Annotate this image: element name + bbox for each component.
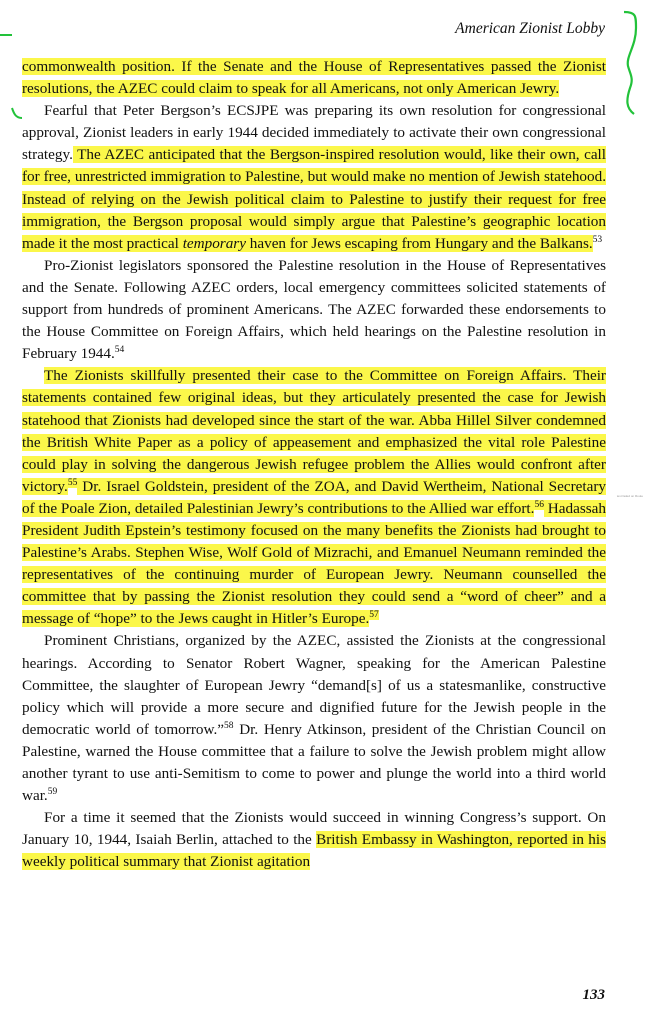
paragraph bbox=[22, 100, 606, 255]
footnote-ref: 58 bbox=[224, 720, 234, 731]
running-header: American Zionist Lobby bbox=[455, 20, 605, 37]
highlighted-text: commonwealth position. If the Senate and the House of Representatives passed the Zionist resolutions, the AZEC could claim to speak for all Americans, not only American Jewry. bbox=[22, 58, 606, 98]
text-run: Fearful that Peter Bergson’s ECSJPE was preparing its own resolution for congressional approval, Zionist leaders in early 1944 decided immediately to activate their own congressional strategy. bbox=[22, 102, 606, 164]
paragraph bbox=[22, 255, 606, 365]
footnote-ref: 56 bbox=[534, 499, 544, 510]
margin-bracket-annotation bbox=[620, 8, 640, 118]
footnote-ref: 57 bbox=[369, 610, 379, 621]
paragraph bbox=[22, 807, 606, 873]
highlighted-text: The Zionists skillfully presented their case to the Committee on Foreign Affairs. Their statements contained few original ideas, but they articulately presented the case for Jewish statehood that Zionists had developed since the start of the war. Abba Hillel Silver condemned the British White Paper as a policy of appeasement and emphasized the vital role Palestine could play in solving the dangerous Jewish refugee problem the Allies would confront after victory. bbox=[22, 367, 606, 495]
page-number: 133 bbox=[582, 987, 605, 1003]
footnote-ref: 55 bbox=[67, 477, 78, 488]
text-run: Prominent Christians, organized by the AZEC, assisted the Zionists at the congressional hearings. According to Senator Robert Wagner, speaking for the American Palestine Committee, the slaughter of European Jewry “demand[s] of us a statesmanlike, constructive policy which will provide a more secure and dignified future for the Jewish people in the democratic world of tomorrow.” bbox=[22, 632, 606, 738]
body-text bbox=[22, 56, 606, 873]
footnote-ref: 54 bbox=[114, 345, 125, 356]
highlighted-text: The AZEC anticipated that the Bergson-inspired resolution would, like their own, call for free, unrestricted immigration to Palestine, but would make no mention of Jewish statehood. Instead of relying on the Jewish political claim to Palestine to justify their request for free immigration, the Bergson proposal would simply argue that Palestine’s geographic location made it the most practical bbox=[22, 146, 606, 252]
highlighted-text: temporary bbox=[182, 234, 246, 252]
margin-note: text faded on Route bbox=[616, 494, 643, 498]
highlighted-text: British Embassy in Washington, reported in his weekly political summary that Zionist agitation bbox=[22, 831, 606, 871]
paragraph bbox=[22, 365, 606, 630]
highlighted-text: Hadassah President Judith Epstein’s testimony focused on the many benefits the Zionists had brought to Palestine’s Arabs. Stephen Wise, Wolf Gold of Mizrachi, and Emanuel Neumann reminded the representatives of the continuing murder of European Jewry. Neumann counselled the committee that by passing the Zionist resolution they could send a “word of cheer” and a message of “hope” to the Jews caught in Hitler’s Europe. bbox=[22, 499, 607, 628]
highlighted-text: Dr. Israel Goldstein, president of the ZOA, and David Wertheim, National Secretary of the Poale Zion, detailed Palestinian Jewry’s contributions to the Allied war effort. bbox=[22, 477, 606, 517]
text-run: Pro-Zionist legislators sponsored the Palestine resolution in the House of Representatives and the Senate. Following AZEC orders, local emergency committees solicited statements of support from hundreds of prominent Americans. The AZEC forwarded these endorsements to the House Committee on Foreign Affairs, which held hearings on the Palestine resolution in February 1944. bbox=[22, 256, 606, 363]
paragraph bbox=[22, 56, 606, 100]
highlighted-text: haven for Jews escaping from Hungary and the Balkans. bbox=[245, 234, 593, 252]
text-run: Dr. Henry Atkinson, president of the Christian Council on Palestine, warned the House committee that a failure to solve the Jewish problem might allow another tyrant to use anti-Semitism to come to power and plunge the world into a third world war. bbox=[22, 720, 606, 805]
text-run: For a time it seemed that the Zionists would succeed in winning Congress’s support. On January 10, 1944, Isaiah Berlin, attached to the bbox=[22, 809, 606, 849]
footnote-ref: 53 bbox=[592, 234, 603, 245]
paragraph bbox=[22, 630, 606, 807]
footnote-ref: 59 bbox=[47, 787, 58, 798]
margin-annotation-left bbox=[0, 30, 16, 40]
